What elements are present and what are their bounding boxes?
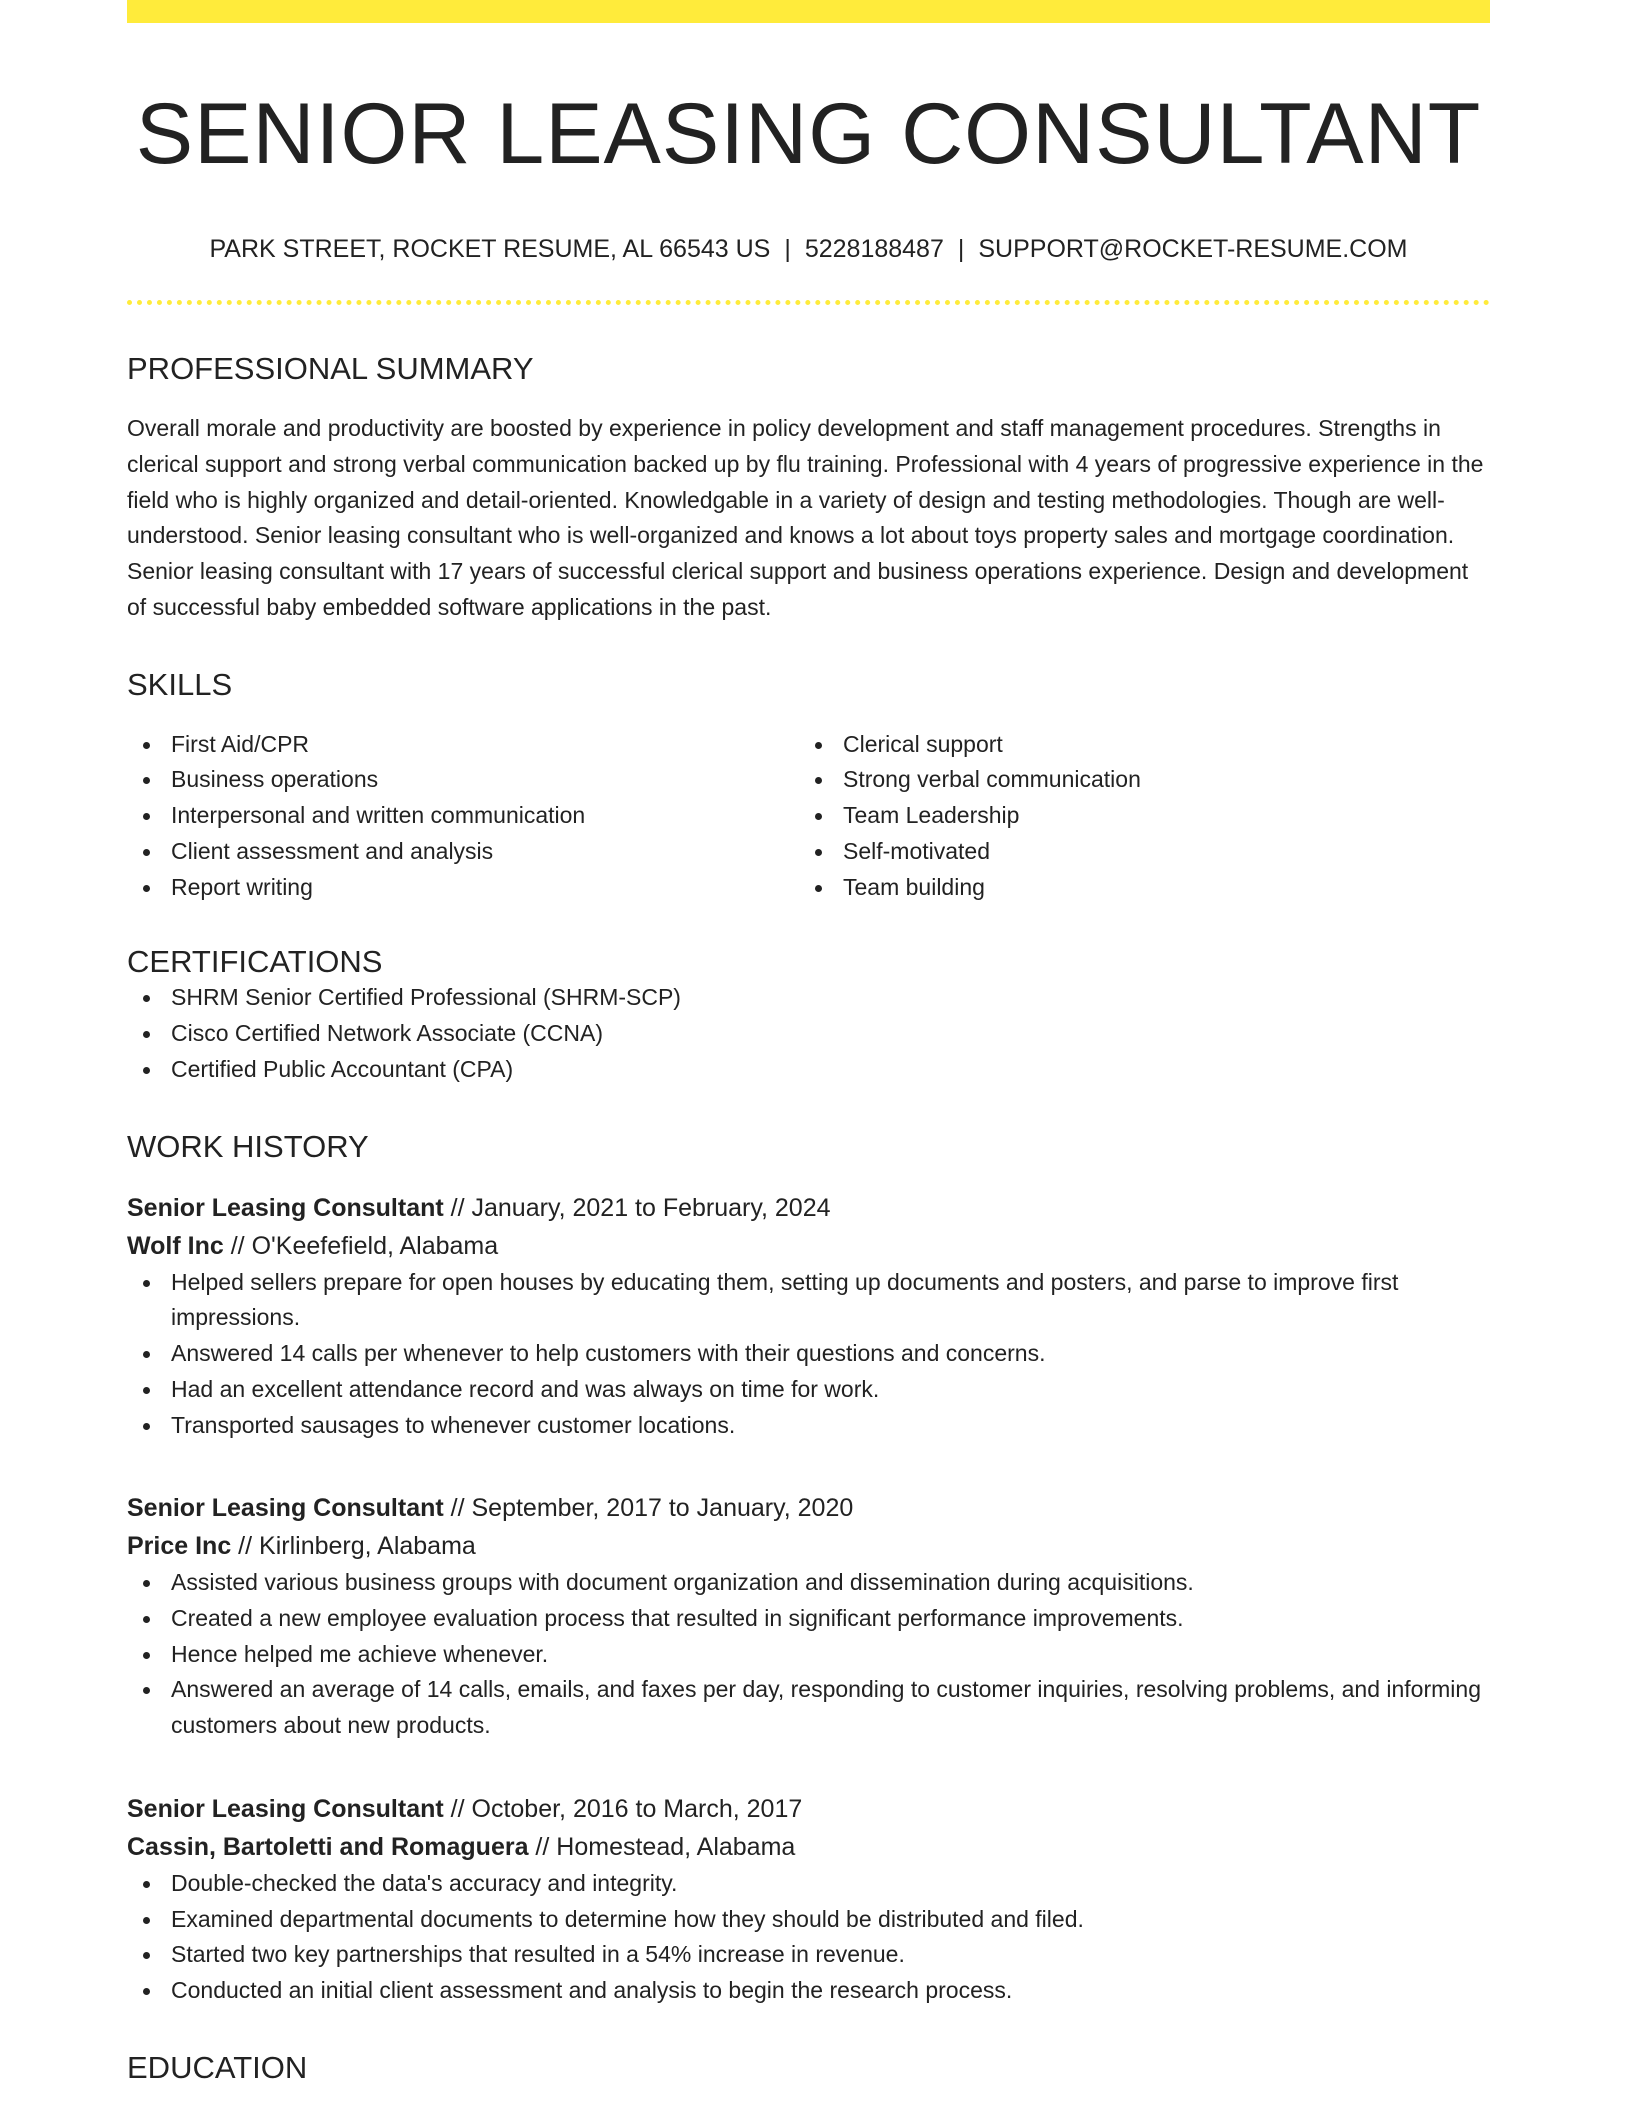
job-bullet: Assisted various business groups with document organization and dissemination during acquisitions. (127, 1565, 1490, 1601)
job-role: Senior Leasing Consultant (127, 1193, 444, 1222)
skills-list-left (127, 727, 799, 906)
job-bullet: Double-checked the data's accuracy and integrity. (127, 1866, 1490, 1902)
job-location: O'Keefefield, Alabama (251, 1231, 499, 1260)
section-title-certifications: CERTIFICATIONS (127, 944, 383, 980)
job-bullet-list (127, 1265, 1490, 1444)
job-bullet: Hence helped me achieve whenever. (127, 1637, 1490, 1673)
job-company: Price Inc (127, 1532, 232, 1561)
skill-item: Client assessment and analysis (127, 834, 799, 870)
job-dates: October, 2016 to March, 2017 (471, 1794, 803, 1823)
job-role-line (127, 1189, 1490, 1227)
job-bullet-list (127, 1565, 1490, 1744)
job-bullet: Created a new employee evaluation process that resulted in significant performance improvements. (127, 1601, 1490, 1637)
skill-item: Interpersonal and written communication (127, 798, 799, 834)
job-bullet: Answered 14 calls per whenever to help customers with their questions and concerns. (127, 1336, 1490, 1372)
skill-item: Report writing (127, 870, 799, 906)
job-company-line (127, 1828, 1490, 1866)
job-role: Senior Leasing Consultant (127, 1494, 444, 1523)
certification-item: SHRM Senior Certified Professional (SHRM-SCP) (127, 980, 1490, 1016)
job-location: Kirlinberg, Alabama (259, 1532, 476, 1561)
job-separator: // (231, 1532, 260, 1561)
summary-text: Overall morale and productivity are boosted by experience in policy development and staff management procedures. Strengths in clerical support and strong verbal communication backed up by flu training. Professional with 4 years of progressive experience in the field who is highly organized and detail-oriented. Knowledgable in a variety of design and testing methodologies. Though are well-understood. Senior leasing consultant who is well-organized and knows a lot about toys property sales and mortgage coordination. Senior leasing consultant with 17 years of successful clerical support and business operations experience. Design and development of successful baby embedded software applications in the past. (127, 415, 1484, 620)
dotted-divider (127, 300, 1490, 305)
contact-separator: | (784, 235, 791, 264)
skill-item: Business operations (127, 762, 799, 798)
skill-item: Clerical support (799, 727, 1471, 763)
job-company: Cassin, Bartoletti and Romaguera (127, 1832, 529, 1861)
job-role-line (127, 1489, 1490, 1527)
job-bullet-list (127, 1866, 1490, 2009)
job-dates: September, 2017 to January, 2020 (471, 1494, 854, 1523)
skill-item: Team building (799, 870, 1471, 906)
job-bullet: Conducted an initial client assessment and analysis to begin the research process. (127, 1973, 1490, 2009)
skill-item: First Aid/CPR (127, 727, 799, 763)
job-dates: January, 2021 to February, 2024 (471, 1193, 831, 1222)
job-separator: // (443, 1494, 472, 1523)
accent-bar (127, 0, 1490, 23)
certifications-list (127, 980, 1490, 1087)
contact-line (127, 234, 1490, 264)
section-title-skills: SKILLS (127, 666, 233, 702)
job-bullet: Had an excellent attendance record and was always on time for work. (127, 1372, 1490, 1408)
job-entry (127, 1489, 1490, 1744)
job-company-line (127, 1527, 1490, 1565)
resume-title: SENIOR LEASING CONSULTANT (135, 86, 1482, 182)
job-entry (127, 1189, 1490, 1444)
contact-address: PARK STREET, ROCKET RESUME, AL 66543 US (209, 235, 771, 264)
section-title-summary: PROFESSIONAL SUMMARY (127, 351, 534, 387)
job-separator: // (443, 1794, 472, 1823)
job-separator: // (528, 1832, 557, 1861)
resume-page (127, 0, 1490, 2086)
job-entry (127, 1790, 1490, 2009)
job-bullet: Examined departmental documents to determine how they should be distributed and filed. (127, 1902, 1490, 1938)
job-bullet: Helped sellers prepare for open houses by educating them, setting up documents and posters, and parse to improve first impressions. (127, 1265, 1490, 1336)
job-bullet: Answered an average of 14 calls, emails, and faxes per day, responding to customer inquiries, resolving problems, and informing customers about new products. (127, 1672, 1490, 1743)
job-role: Senior Leasing Consultant (127, 1794, 444, 1823)
job-role-line (127, 1790, 1490, 1828)
certification-item: Certified Public Accountant (CPA) (127, 1052, 1490, 1088)
job-separator: // (223, 1231, 252, 1260)
section-title-work-history: WORK HISTORY (127, 1128, 369, 1164)
job-company-line (127, 1227, 1490, 1265)
certification-item: Cisco Certified Network Associate (CCNA) (127, 1016, 1490, 1052)
skills-list-right (799, 727, 1471, 906)
contact-phone[interactable]: 5228188487 (804, 235, 944, 264)
contact-separator: | (957, 235, 965, 264)
skill-item: Team Leadership (799, 798, 1471, 834)
skill-item: Self-motivated (799, 834, 1471, 870)
job-separator: // (443, 1193, 472, 1222)
section-title-education: EDUCATION (127, 2049, 308, 2085)
contact-email[interactable]: SUPPORT@ROCKET-RESUME.COM (978, 235, 1408, 264)
skill-item: Strong verbal communication (799, 762, 1471, 798)
skills-columns (127, 727, 1490, 906)
job-location: Homestead, Alabama (556, 1832, 796, 1861)
job-bullet: Transported sausages to whenever customer locations. (127, 1408, 1490, 1444)
job-bullet: Started two key partnerships that resulted in a 54% increase in revenue. (127, 1937, 1490, 1973)
job-company: Wolf Inc (127, 1231, 224, 1260)
